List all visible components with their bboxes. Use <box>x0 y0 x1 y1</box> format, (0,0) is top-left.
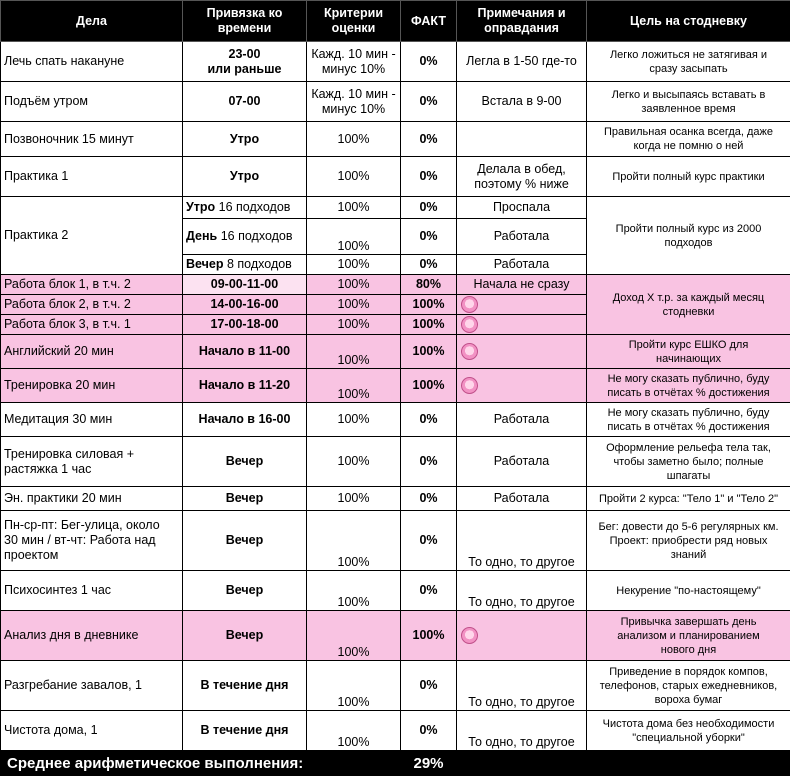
goal-cell: Пройти полный курс практики <box>587 157 790 197</box>
task-cell: Работа блок 1, в т.ч. 2 <box>1 275 183 295</box>
criteria-cell: 100% <box>307 122 401 157</box>
task-cell: Практика 1 <box>1 157 183 197</box>
summary-spacer <box>457 751 790 776</box>
fact-cell: 100% <box>401 335 457 369</box>
header-time: Привязка ко времени <box>183 1 307 42</box>
fact-cell: 80% <box>401 275 457 295</box>
note-cell: Работала <box>457 437 587 487</box>
note-cell: Работала <box>457 403 587 437</box>
goal-cell: Некурение "по-настоящему" <box>587 571 790 611</box>
note-cell: Работала <box>457 219 587 255</box>
criteria-cell: 100% <box>307 219 401 255</box>
table-row <box>1 487 790 511</box>
table-row <box>1 369 790 403</box>
table-row <box>1 403 790 437</box>
note-cell <box>457 335 587 369</box>
note-cell <box>457 122 587 157</box>
fact-cell: 0% <box>401 122 457 157</box>
task-cell: Позвоночник 15 минут <box>1 122 183 157</box>
criteria-cell: 100% <box>307 369 401 403</box>
table-row <box>1 197 790 219</box>
summary-value: 29% <box>401 751 457 776</box>
goal-cell: Оформление рельефа тела так, чтобы заметно было; полные шпагаты <box>587 437 790 487</box>
task-cell: Тренировка силовая + растяжка 1 час <box>1 437 183 487</box>
fact-cell: 0% <box>401 711 457 751</box>
criteria-cell: 100% <box>307 157 401 197</box>
time-cell: Утро <box>183 122 307 157</box>
time-cell: Вечер <box>183 611 307 661</box>
table-row <box>1 82 790 122</box>
fact-cell: 100% <box>401 295 457 315</box>
task-cell: Пн-ср-пт: Бег-улица, около 30 мин / вт-чт: Работа над проектом <box>1 511 183 571</box>
table-row <box>1 275 790 295</box>
time-cell: 17-00-18-00 <box>183 315 307 335</box>
goal-cell: Бег: довести до 5-6 регулярных км. Проект: приобрести ряд новых знаний <box>587 511 790 571</box>
note-cell: Легла в 1-50 где-то <box>457 42 587 82</box>
fact-cell: 0% <box>401 197 457 219</box>
criteria-cell: 100% <box>307 295 401 315</box>
task-cell: Работа блок 3, в т.ч. 1 <box>1 315 183 335</box>
pig-smiley-icon <box>461 316 478 333</box>
time-cell: Вечер <box>183 571 307 611</box>
goal-cell: Привычка завершать день анализом и планированием нового дня <box>587 611 790 661</box>
criteria-cell: 100% <box>307 437 401 487</box>
note-cell <box>457 295 587 315</box>
goal-cell: Не могу сказать публично, буду писать в отчётах % достижения <box>587 369 790 403</box>
header-tasks: Дела <box>1 1 183 42</box>
note-cell: Проспала <box>457 197 587 219</box>
fact-cell: 0% <box>401 157 457 197</box>
time-cell: Вечер <box>183 437 307 487</box>
fact-cell: 0% <box>401 82 457 122</box>
table-row <box>1 711 790 751</box>
task-cell: Анализ дня в дневнике <box>1 611 183 661</box>
time-cell: Вечер <box>183 511 307 571</box>
time-cell: В течение дня <box>183 711 307 751</box>
criteria-cell: Кажд. 10 мин - минус 10% <box>307 42 401 82</box>
goal-cell: Правильная осанка всегда, даже когда не помню о ней <box>587 122 790 157</box>
fact-cell: 0% <box>401 511 457 571</box>
criteria-cell: 100% <box>307 403 401 437</box>
period-label: Вечер <box>186 257 224 271</box>
criteria-cell: 100% <box>307 571 401 611</box>
criteria-cell: 100% <box>307 275 401 295</box>
time-cell <box>183 219 307 255</box>
header-goal: Цель на стодневку <box>587 1 790 42</box>
fact-cell: 0% <box>401 403 457 437</box>
table-row <box>1 42 790 82</box>
goal-cell: Легко ложиться не затягивая и сразу засыпать <box>587 42 790 82</box>
note-cell: То одно, то другое <box>457 571 587 611</box>
task-cell: Работа блок 2, в т.ч. 2 <box>1 295 183 315</box>
pig-smiley-icon <box>461 343 478 360</box>
note-cell <box>457 315 587 335</box>
goal-cell: Пройти полный курс из 2000 подходов <box>587 197 790 275</box>
criteria-cell: 100% <box>307 511 401 571</box>
note-cell <box>457 369 587 403</box>
reps-label: 8 подходов <box>223 257 292 271</box>
task-cell: Практика 2 <box>1 197 183 275</box>
fact-cell: 0% <box>401 437 457 487</box>
header-fact: ФАКТ <box>401 1 457 42</box>
goal-cell: Доход Х т.р. за каждый месяц стодневки <box>587 275 790 335</box>
criteria-cell: 100% <box>307 197 401 219</box>
time-cell: 07-00 <box>183 82 307 122</box>
goal-cell: Пройти 2 курса: "Тело 1" и "Тело 2" <box>587 487 790 511</box>
time-cell: 14-00-16-00 <box>183 295 307 315</box>
task-cell: Эн. практики 20 мин <box>1 487 183 511</box>
period-label: Утро <box>186 200 216 214</box>
goal-cell: Приведение в порядок компов, телефонов, старых ежедневников, вороха бумаг <box>587 661 790 711</box>
fact-cell: 0% <box>401 255 457 275</box>
criteria-cell: 100% <box>307 335 401 369</box>
note-cell: Начала не сразу <box>457 275 587 295</box>
criteria-cell: Кажд. 10 мин - минус 10% <box>307 82 401 122</box>
pig-smiley-icon <box>461 627 478 644</box>
note-cell: Работала <box>457 487 587 511</box>
goal-cell: Чистота дома без необходимости "специальной уборки" <box>587 711 790 751</box>
period-label: День <box>186 229 218 243</box>
time-cell: В течение дня <box>183 661 307 711</box>
time-cell: Начало в 16-00 <box>183 403 307 437</box>
fact-cell: 100% <box>401 315 457 335</box>
table-row <box>1 437 790 487</box>
table-row <box>1 122 790 157</box>
fact-cell: 0% <box>401 42 457 82</box>
task-cell: Психосинтез 1 час <box>1 571 183 611</box>
table-row <box>1 335 790 369</box>
task-cell: Разгребание завалов, 1 <box>1 661 183 711</box>
time-cell <box>183 255 307 275</box>
table-row <box>1 571 790 611</box>
note-cell: То одно, то другое <box>457 711 587 751</box>
fact-cell: 100% <box>401 611 457 661</box>
table-row <box>1 611 790 661</box>
criteria-cell: 100% <box>307 611 401 661</box>
fact-cell: 0% <box>401 661 457 711</box>
summary-row <box>1 751 790 776</box>
summary-label: Среднее арифметическое выполнения: <box>1 751 401 776</box>
criteria-cell: 100% <box>307 315 401 335</box>
table-row <box>1 661 790 711</box>
criteria-cell: 100% <box>307 661 401 711</box>
criteria-cell: 100% <box>307 711 401 751</box>
criteria-cell: 100% <box>307 487 401 511</box>
reps-label: 16 подходов <box>215 200 291 214</box>
goal-cell: Легко и высыпаясь вставать в заявленное время <box>587 82 790 122</box>
fact-cell: 100% <box>401 369 457 403</box>
header-criteria: Критерии оценки <box>307 1 401 42</box>
fact-cell: 0% <box>401 219 457 255</box>
pig-smiley-icon <box>461 296 478 313</box>
task-cell: Чистота дома, 1 <box>1 711 183 751</box>
task-cell: Медитация 30 мин <box>1 403 183 437</box>
goal-cell: Не могу сказать публично, буду писать в отчётах % достижения <box>587 403 790 437</box>
time-cell: Начало в 11-00 <box>183 335 307 369</box>
time-cell: Утро <box>183 157 307 197</box>
pig-smiley-icon <box>461 377 478 394</box>
time-cell <box>183 197 307 219</box>
note-cell: То одно, то другое <box>457 511 587 571</box>
table-row <box>1 157 790 197</box>
note-cell: То одно, то другое <box>457 661 587 711</box>
criteria-cell: 100% <box>307 255 401 275</box>
fact-cell: 0% <box>401 487 457 511</box>
time-cell: Вечер <box>183 487 307 511</box>
note-cell: Делала в обед, поэтому % ниже <box>457 157 587 197</box>
header-row <box>1 1 790 42</box>
task-cell: Подъём утром <box>1 82 183 122</box>
table-row <box>1 511 790 571</box>
fact-cell: 0% <box>401 571 457 611</box>
time-cell: 09-00-11-00 <box>183 275 307 295</box>
note-cell <box>457 611 587 661</box>
task-cell: Английский 20 мин <box>1 335 183 369</box>
reps-label: 16 подходов <box>217 229 293 243</box>
task-cell: Лечь спать накануне <box>1 42 183 82</box>
header-notes: Примечания и оправдания <box>457 1 587 42</box>
time-cell: Начало в 11-20 <box>183 369 307 403</box>
note-cell: Встала в 9-00 <box>457 82 587 122</box>
task-cell: Тренировка 20 мин <box>1 369 183 403</box>
goal-cell: Пройти курс ЕШКО для начинающих <box>587 335 790 369</box>
time-cell: 23-00 или раньше <box>183 42 307 82</box>
note-cell: Работала <box>457 255 587 275</box>
